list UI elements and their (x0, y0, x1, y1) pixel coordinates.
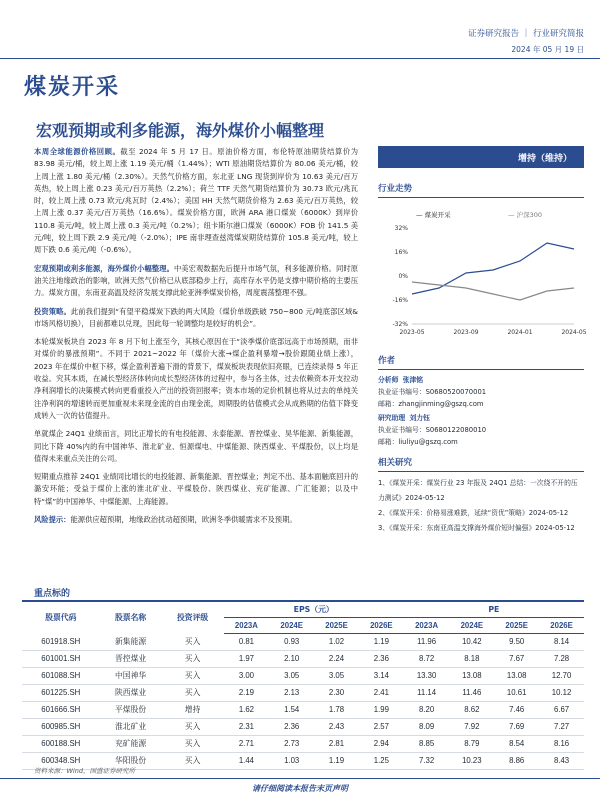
table-cell: 7.32 (404, 752, 450, 769)
table-cell: 3.05 (314, 667, 359, 684)
table-cell: 8.54 (494, 735, 539, 752)
related-item[interactable]: 2、《煤炭开采：价格易涨难跌，延续“资优”策略》2024-05-12 (378, 509, 569, 517)
table-cell: 7.69 (494, 718, 539, 735)
table-cell: 13.08 (494, 667, 539, 684)
keyword: 本周全球能源价格回顾。 (34, 147, 121, 156)
stock-rating: 买入 (162, 752, 224, 769)
stock-rating: 买入 (162, 633, 224, 650)
stock-code: 600188.SH (22, 735, 100, 752)
stock-code: 601918.SH (22, 633, 100, 650)
analyst-cert: 执业证书编号：S0680520070001 (378, 388, 487, 396)
table-cell: 8.09 (404, 718, 450, 735)
table-cell: 2.10 (269, 650, 314, 667)
report-category: 证券研究报告 ｜ 行业研究简报 (468, 29, 584, 39)
table-cell: 10.12 (539, 684, 584, 701)
table-cell: 3.00 (224, 667, 270, 684)
legend-coal-label: 煤炭开采 (424, 211, 451, 219)
table-row (22, 701, 584, 718)
year-header: 2025E (314, 617, 359, 633)
stock-name: 淮北矿业 (100, 718, 162, 735)
table-cell: 7.46 (494, 701, 539, 718)
table-cell: 10.61 (494, 684, 539, 701)
table-cell: 1.44 (224, 752, 270, 769)
analyst-name: 张津铭 (402, 376, 424, 384)
analyst-name-line (378, 374, 584, 386)
year-header: 2024E (449, 617, 494, 633)
keyword: 风险提示： (34, 515, 71, 525)
table-cell: 2.71 (224, 735, 270, 752)
y-tick-label: -32% (392, 321, 408, 328)
year-header: 2025E (494, 617, 539, 633)
report-body (34, 146, 358, 532)
stock-code: 600985.SH (22, 718, 100, 735)
paragraph-risk (34, 514, 358, 526)
paragraph-macro (34, 263, 358, 300)
col-eps: EPS（元） (224, 601, 404, 617)
table-row (22, 718, 584, 735)
stock-name: 晋控煤业 (100, 650, 162, 667)
analyst-label: 分析师 (378, 376, 399, 384)
assistant-label: 研究助理 (378, 414, 406, 422)
col-code: 股票代码 (22, 601, 100, 633)
table-cell: 7.27 (539, 718, 584, 735)
col-pe: PE (404, 601, 584, 617)
key-stocks-heading: 重点标的 (34, 589, 71, 599)
table-row (22, 735, 584, 752)
stock-name: 陕西煤业 (100, 684, 162, 701)
paragraph-recommend: 短期重点推荐 24Q1 业绩同比增长的电投能源、新集能源、晋控煤业；判定不出、基本面触底回升的潞安环能；受益于煤价上涨的淮北矿业、平煤股份、陕西煤业、兖矿能源、广汇能源；以及中特“煤”的中国神华、中煤能源、上海能源。 (34, 472, 358, 506)
table-cell: 0.81 (224, 633, 270, 650)
table-cell: 12.70 (539, 667, 584, 684)
x-tick-label: 2023-05 (399, 329, 425, 336)
table-cell: 2.19 (224, 684, 270, 701)
stock-name: 新集能源 (100, 633, 162, 650)
table-cell: 2.94 (359, 735, 404, 752)
table-cell: 7.28 (539, 650, 584, 667)
trend-chart (378, 206, 587, 346)
table-cell: 8.14 (539, 633, 584, 650)
related-item[interactable]: 3、《煤炭开采：东南亚高温支撑海外煤价短时偏强》2024-05-12 (378, 524, 575, 532)
year-header: 2023A (404, 617, 450, 633)
x-tick-label: 2023-09 (453, 329, 479, 336)
stock-rating: 增持 (162, 701, 224, 718)
table-cell: 3.05 (269, 667, 314, 684)
table-cell: 1.03 (269, 752, 314, 769)
related-heading: 相关研究 (378, 456, 584, 472)
author-heading: 作者 (378, 354, 584, 370)
stock-rating: 买入 (162, 650, 224, 667)
related-list (378, 472, 584, 536)
year-header: 2026E (359, 617, 404, 633)
table-cell: 8.85 (404, 735, 450, 752)
legend-hs300: — 沪深300 (508, 211, 542, 219)
table-cell: 2.30 (314, 684, 359, 701)
table-cell: 3.14 (359, 667, 404, 684)
analyst-email[interactable]: 邮箱：zhangjinming@gszq.com (378, 400, 484, 408)
assistant-email[interactable]: 邮箱：liuliyu@gszq.com (378, 438, 458, 446)
stock-rating: 买入 (162, 735, 224, 752)
paragraph-text: 能源供应超预期，地缘政治扰动超预期，欧洲冬季供暖需求不及预期。 (70, 515, 297, 525)
stock-rating: 买入 (162, 667, 224, 684)
table-cell: 2.73 (269, 735, 314, 752)
key-stocks-table (22, 600, 584, 770)
table-cell: 2.24 (314, 650, 359, 667)
col-rating: 投资评级 (162, 601, 224, 633)
header-divider (0, 58, 600, 59)
table-cell: 1.62 (224, 701, 270, 718)
trend-heading: 行业走势 (378, 182, 584, 198)
table-cell: 11.96 (404, 633, 450, 650)
paragraph-q1: 单就煤企 24Q1 业绩而言，同比正增长的有电投能源、永泰能源、晋控煤业、昊华能源、新集能源，同比下降 40%内的有中国神华、淮北矿业、恒源煤电、中煤能源、陕西煤业、平煤股份，以上均是值得未来重点关注的公司。 (34, 429, 358, 463)
stock-code: 601666.SH (22, 701, 100, 718)
table-cell: 2.57 (359, 718, 404, 735)
related-item[interactable]: 1、《煤炭开采：煤炭行业 23 年报及 24Q1 总结：一次绕不开的压力测试》2024-05-12 (378, 479, 578, 502)
legend-coal: — 煤炭开采 (416, 211, 451, 219)
stock-code: 601088.SH (22, 667, 100, 684)
assistant-cert: 执业证书编号：S0680122080010 (378, 426, 487, 434)
table-cell: 7.67 (494, 650, 539, 667)
table-cell: 11.46 (449, 684, 494, 701)
keyword: 投资策略。 (34, 306, 71, 316)
table-cell: 10.23 (449, 752, 494, 769)
table-cell: 8.16 (539, 735, 584, 752)
paragraph-text: 此前我们提到“有望平稳煤炭下跌的两大风险（煤价单级跌破 750~800 元/吨底部区域&市场风格切换），目前都难以兑现，因此每一轮调整均是较好的机会”。 (34, 306, 359, 328)
table-cell: 11.14 (404, 684, 450, 701)
table-cell: 1.25 (359, 752, 404, 769)
x-tick-label: 2024-05 (561, 329, 587, 336)
report-title: 宏观预期或利多能源，海外煤价小幅整理 (36, 121, 325, 140)
table-cell: 2.36 (359, 650, 404, 667)
table-cell: 2.41 (359, 684, 404, 701)
table-cell: 8.86 (494, 752, 539, 769)
paragraph-sector-review: 本轮煤炭板块自 2023 年 8 月下旬上涨至今，其核心原因在于“淡季煤价底部远高于市场预期，而非对煤价的暴涨预期”。不同于 2021~2022 年（煤价大涨→煤企盈利暴增→股价跟随业绩上涨），2023 年在煤价中枢下移，煤企盈利普遍下滑的背景下，煤炭板块表现依旧亮眼，已连续录得 5 年正收益。究其本质，在减长型经济体转向成长型经济体的过程中，参与各主体，过去依赖资本开支拉动净利润增长的决策模式转向更看重投入产出的投资回报率；资本市场的定价机制也将从过去的单纯关注净利润的增速转而更加重视未来现金流的自由现金流，周期股的估值模式会从成熟期的估值下降变成转入一次的估值提升。 (34, 337, 358, 420)
stock-rating: 买入 (162, 684, 224, 701)
table-cell: 13.30 (404, 667, 450, 684)
table-cell: 9.50 (494, 633, 539, 650)
sidebar (378, 146, 587, 536)
stock-name: 中国神华 (100, 667, 162, 684)
table-cell: 1.19 (359, 633, 404, 650)
paragraph-text: 截至 2024 年 5 月 17 日。原油价格方面，布伦特原油期货结算价为 83.98 美元/桶，较上周上涨 1.19 美元/桶（1.44%）；WTI 原油期货结算价为 80.06 美元/桶，较上周上涨 1.80 美元/桶（2.30%）。天然气价格方面，东北亚 LNG 现货到岸价为 10.63 美元/百万英热，较上周上涨 0.23 美元/百万英热（2.2%）；荷兰 TTF 天然气期货结算价为 30.73 欧元/兆瓦时，较上周上涨 0.73 欧元/兆瓦时（2.4%）；美国 HH 天然气期货价格为 2.63 美元/百万英热，较上周上涨 0.37 美元/百万英热（16.6%）。煤炭价格方面，欧洲 ARA 港口煤炭（6000K）到岸价 110.8 美元/吨，较上周上涨 0.3 美元/吨（0.2%）；纽卡斯尔港口煤炭（6000K）FOB 价 141.5 美元/吨，较上周下跌 2.9 美元/吨（-2.0%）；IPE 南非理查兹湾煤炭期货结算价 105.8 美元/吨，较上周下跌 0.6 美元/吨（-0.6%）。 (34, 147, 358, 255)
table-row (22, 667, 584, 684)
stock-code: 601001.SH (22, 650, 100, 667)
y-tick-label: 16% (394, 249, 408, 256)
footer-divider (0, 778, 600, 779)
table-cell: 8.43 (539, 752, 584, 769)
stock-code: 600348.SH (22, 752, 100, 769)
table-cell: 1.54 (269, 701, 314, 718)
table-cell: 1.02 (314, 633, 359, 650)
year-header: 2023A (224, 617, 270, 633)
table-cell: 1.97 (224, 650, 270, 667)
source-note: 资料来源：Wind，国盛证券研究所 (34, 767, 135, 775)
rating-badge: 增持（维持） (378, 146, 584, 168)
table-cell: 1.19 (314, 752, 359, 769)
report-date: 2024 年 05 月 19 日 (511, 45, 584, 54)
table-row (22, 633, 584, 650)
footer-disclaimer: 请仔细阅读本报告末页声明 (252, 784, 348, 793)
table-cell: 2.43 (314, 718, 359, 735)
table-cell: 8.79 (449, 735, 494, 752)
table-cell: 1.78 (314, 701, 359, 718)
year-header: 2026E (539, 617, 584, 633)
table-cell: 8.62 (449, 701, 494, 718)
stock-rating: 买入 (162, 718, 224, 735)
legend-hs300-label: 沪深300 (516, 211, 542, 219)
table-cell: 2.13 (269, 684, 314, 701)
paragraph-price-review (34, 146, 358, 257)
table-cell: 8.18 (449, 650, 494, 667)
assistant-name: 刘力钰 (409, 414, 430, 422)
series-line-hs300 (412, 282, 574, 300)
table-cell: 2.31 (224, 718, 270, 735)
y-tick-label: 0% (398, 273, 408, 280)
table-cell: 6.67 (539, 701, 584, 718)
y-tick-label: -16% (392, 297, 408, 304)
stock-code: 601225.SH (22, 684, 100, 701)
table-cell: 1.99 (359, 701, 404, 718)
col-name: 股票名称 (100, 601, 162, 633)
table-cell: 7.92 (449, 718, 494, 735)
table-cell: 2.81 (314, 735, 359, 752)
y-tick-label: 32% (394, 225, 408, 232)
industry-title: 煤炭开采 (24, 74, 121, 100)
table-row (22, 684, 584, 701)
table-cell: 10.42 (449, 633, 494, 650)
table-cell: 8.20 (404, 701, 450, 718)
table-cell: 13.08 (449, 667, 494, 684)
series-line-coal (412, 243, 574, 294)
assistant-name-line (378, 412, 584, 424)
table-cell: 8.72 (404, 650, 450, 667)
x-tick-label: 2024-01 (507, 329, 533, 336)
table-row (22, 650, 584, 667)
stock-name: 平煤股份 (100, 701, 162, 718)
year-header: 2024E (269, 617, 314, 633)
keyword: 宏观预期或利多能源，海外煤价小幅整理。 (34, 263, 174, 273)
stock-name: 兖矿能源 (100, 735, 162, 752)
table-cell: 0.93 (269, 633, 314, 650)
trend-chart-svg (378, 206, 587, 346)
paragraph-strategy (34, 306, 358, 331)
stock-name: 华阳股份 (100, 752, 162, 769)
paragraph-text: 中美宏观数据先后提升市场气氛，利多能源价格。同时原油关注地缘政治的影响，欧洲天然气价格已从底部稳步上行，高库存水平仍是支撑中期价格的主要压力。煤炭方面，东南亚高温及经济发展支撑此轮亚洲季煤炭价格，周度震荡整理不强。 (34, 263, 358, 298)
table-cell: 2.36 (269, 718, 314, 735)
